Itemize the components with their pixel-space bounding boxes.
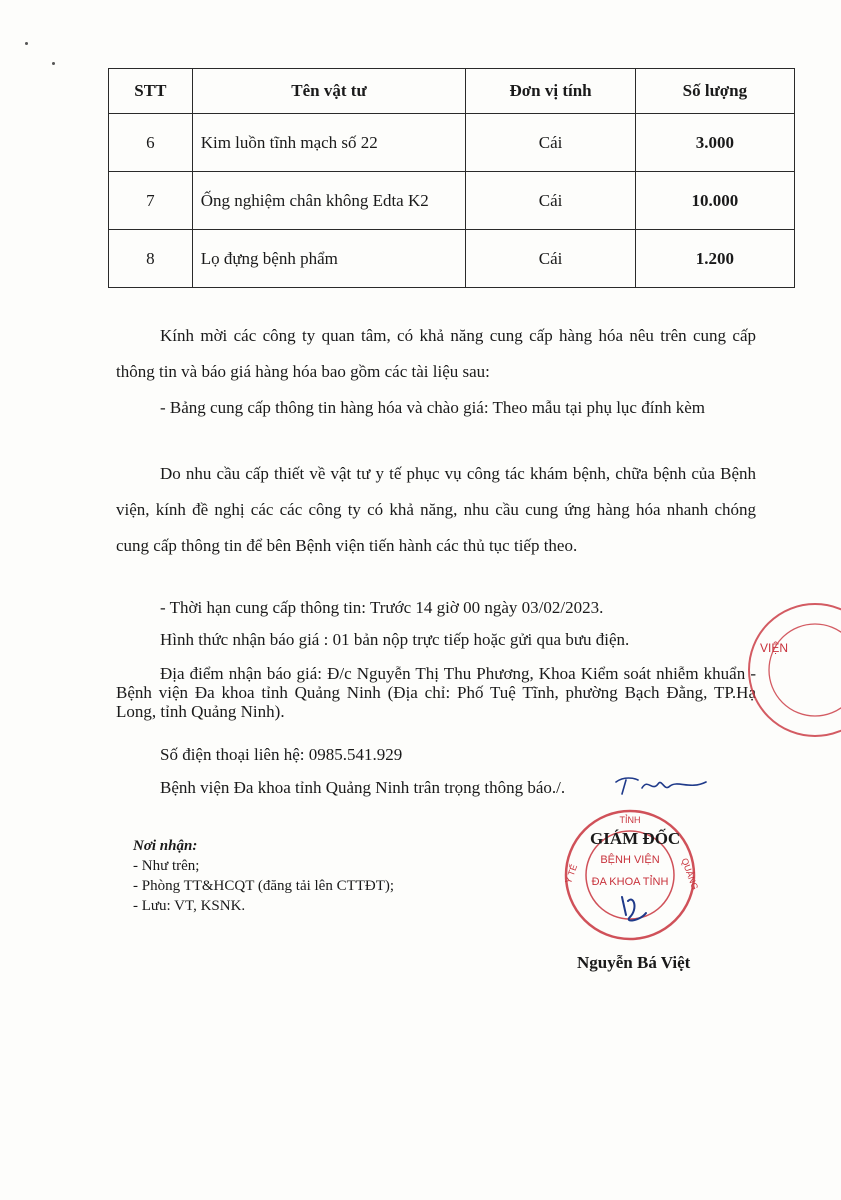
cell-qty: 10.000 — [635, 172, 794, 230]
signer-name: Nguyễn Bá Việt — [577, 953, 691, 972]
recipient-item: - Như trên; — [133, 858, 200, 874]
table-row — [109, 230, 795, 288]
partial-stamp-text: VIỆN — [760, 641, 789, 655]
cell-stt: 7 — [109, 172, 193, 230]
goods-table — [108, 68, 795, 288]
table-row — [109, 172, 795, 230]
cell-stt: 8 — [109, 230, 193, 288]
cell-name: Lọ đựng bệnh phẩm — [192, 230, 466, 288]
header-name: Tên vật tư — [192, 69, 466, 114]
cell-qty: 3.000 — [635, 114, 794, 172]
cell-unit: Cái — [466, 114, 636, 172]
header-unit: Đơn vị tính — [466, 69, 636, 114]
header-qty: Số lượng — [635, 69, 794, 114]
table-header-row — [109, 69, 795, 114]
initial-mark — [612, 770, 712, 798]
cell-unit: Cái — [466, 230, 636, 288]
cell-qty: 1.200 — [635, 230, 794, 288]
partial-stamp — [720, 590, 841, 750]
stamp-right-text: QUẢNG — [679, 856, 700, 892]
recipient-item: - Phòng TT&HCQT (đăng tải lên CTTĐT); — [133, 878, 395, 894]
cell-name: Ống nghiệm chân không Edta K2 — [192, 172, 466, 230]
stamp-line2: ĐA KHOA TỈNH — [591, 876, 669, 888]
cell-unit: Cái — [466, 172, 636, 230]
stamp-top-text: TỈNH — [619, 815, 641, 825]
method-line: Hình thức nhận báo giá : 01 bản nộp trực tiếp hoặc gửi qua bưu điện. — [160, 630, 630, 649]
scan-speck — [25, 42, 28, 45]
header-stt: STT — [109, 69, 193, 114]
phone-line: Số điện thoại liên hệ: 0985.541.929 — [160, 745, 403, 764]
recipient-item: - Lưu: VT, KSNK. — [133, 898, 246, 914]
cell-stt: 6 — [109, 114, 193, 172]
hospital-stamp — [560, 805, 700, 945]
stamp-line1: BỆNH VIỆN — [600, 854, 660, 866]
signature-scribble — [622, 897, 646, 920]
closing-line: Bệnh viện Đa khoa tỉnh Quảng Ninh trân trọng thông báo./. — [160, 778, 566, 797]
recipients-heading: Nơi nhận: — [133, 838, 198, 854]
signer-title: GIÁM ĐỐC — [590, 829, 681, 848]
location-paragraph: Địa điểm nhận báo giá: Đ/c Nguyễn Thị Thu Phương, Khoa Kiểm soát nhiễm khuẩn - Bệnh viện Đa khoa tỉnh Quảng Ninh (Địa chỉ: Phố Tuệ Tĩnh, phường Bạch Đằng, TP.Hạ Long, tỉnh Quảng Ninh). — [116, 664, 756, 721]
cell-name: Kim luồn tĩnh mạch số 22 — [192, 114, 466, 172]
attachment-bullet: - Bảng cung cấp thông tin hàng hóa và chào giá: Theo mẫu tại phụ lục đính kèm — [160, 398, 705, 417]
stamp-left-text: Y TẾ — [563, 863, 580, 885]
recipients-block — [133, 836, 394, 916]
scan-speck — [52, 62, 55, 65]
need-paragraph: Do nhu cầu cấp thiết về vật tư y tế phục vụ công tác khám bệnh, chữa bệnh của Bệnh viện, kính đề nghị các các công ty có khả năng, nhu cầu cung ứng hàng hóa nhanh chóng cung cấp thông tin để bên Bệnh viện tiến hành các thủ tục tiếp theo. — [116, 464, 756, 555]
table-row — [109, 114, 795, 172]
deadline-line: - Thời hạn cung cấp thông tin: Trước 14 giờ 00 ngày 03/02/2023. — [160, 598, 604, 617]
invite-paragraph: Kính mời các công ty quan tâm, có khả năng cung cấp hàng hóa nêu trên cung cấp thông tin và báo giá hàng hóa bao gồm các tài liệu sau: — [116, 326, 756, 381]
